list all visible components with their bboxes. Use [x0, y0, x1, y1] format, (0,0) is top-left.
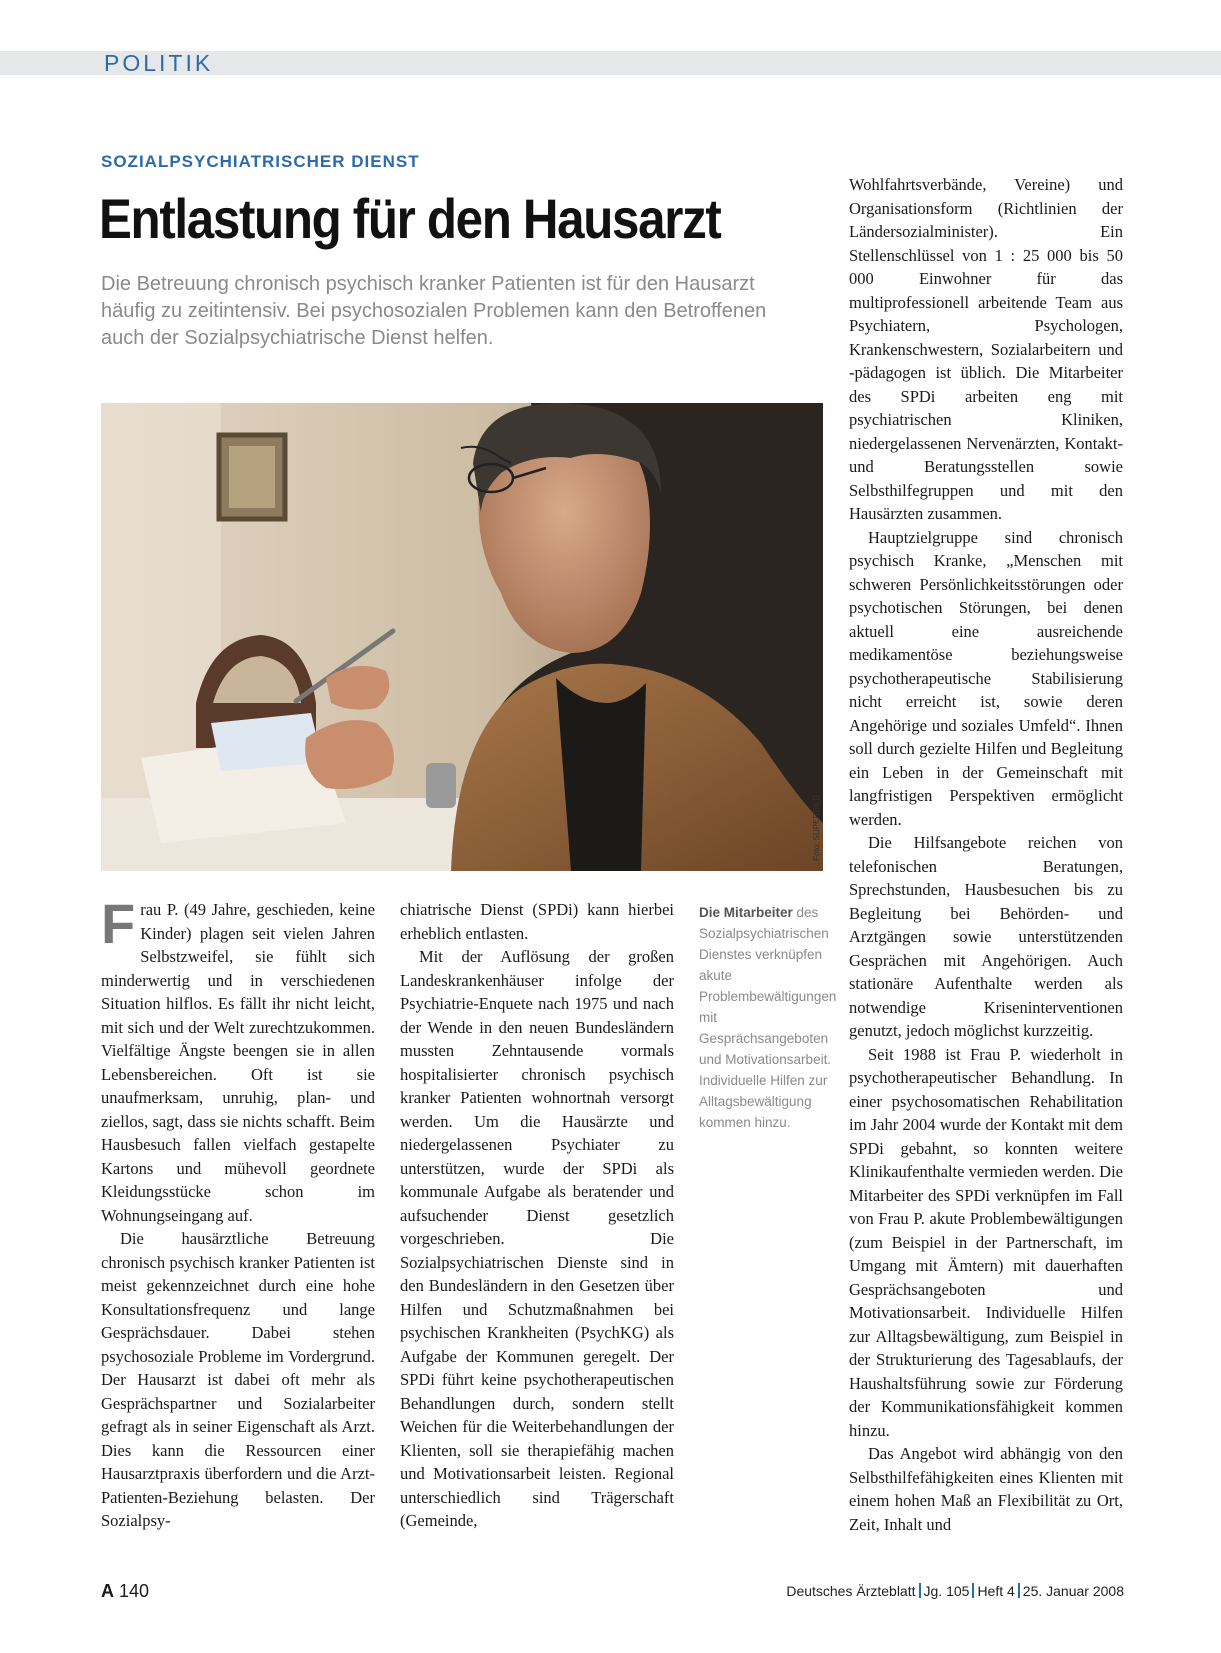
journal-name: Deutsches Ärzteblatt	[786, 1583, 916, 1599]
paragraph: Das Angebot wird abhängig von den Selbsthilfefähigkeiten eines Klienten mit einem hohen Maß an Flexibilität zu Ort, Zeit, Inhalt und	[849, 1444, 1123, 1534]
page-number-value: 140	[119, 1581, 150, 1601]
paragraph-text: rau P. (49 Jahre, geschieden, keine Kinder) plagen seit vielen Jahren Selbstzweifel, sie fühlt sich minderwertig und in verschiedenen Situation hilflos. Es fällt ihr nicht leicht, mit sich und der Welt zurechtzukommen. Vielfältige Ängste beengen sie in allen Lebensbereichen. Oft ist sie unaufmerksam, unruhig, plan- und ziellos, sagt, dass sie nichts schafft. Beim Hausbesuch fallen vielfach gestapelte Kartons und mühevoll geordnete Kleidungsstücke schon im Wohnungseingang auf.	[101, 900, 375, 1225]
article-lead: Die Betreuung chronisch psychisch kranker Patienten ist für den Hausarzt häufig zu zeitintensiv. Bei psychosozialen Problemen kann den Betroffenen auch der Sozialpsychiatrische Dienst helfen.	[101, 273, 767, 349]
paragraph: Die Hilfsangebote reichen von telefonischen Beratungen, Sprechstunden, Hausbesuchen bis zu Begleitung bei Behörden- und Arztgängen sowie unterstützenden Gesprächen mit Angehörigen. Auch stationäre Aufenthalte werden als notwendige Kriseninterventionen genutzt, jedoch möglichst kurzzeitig.	[849, 833, 1123, 1040]
drop-cap: F	[101, 892, 136, 955]
paragraph: Seit 1988 ist Frau P. wiederholt in psychotherapeutischer Behandlung. In einer psychosomatischen Rehabilitation im Jahr 2004 wurde der Kontakt mit dem SPDi gebahnt, so konnten weitere Klinikaufenthalte vermieden werden. Die Mitarbeiter des SPDi verknüpfen im Fall von Frau P. akute Problembewältigungen (zum Beispiel in der Partnerschaft, im Umgang mit Ämtern) mit dauerhaften Gesprächsangeboten und Motivationsarbeit. Individuelle Hilfen zur Alltagsbewältigung, zum Beispiel in der Strukturierung des Tagesablaufs, der Haushaltsführung sowie zur Förderung der Kommunikationsfähigkeit kommen hinzu.	[849, 1044, 1123, 1440]
article-photo	[101, 403, 823, 871]
article-column-3	[849, 173, 1123, 1536]
journal-date: 25. Januar 2008	[1022, 1583, 1124, 1599]
paragraph: Wohlfahrtsverbände, Vereine) und Organisationsform (Richtlinien der Ländersozialminister). Ein Stellenschlüssel von 1 : 25 000 bis 50 000 Einwohner für das multiprofessionell arbeitende Team aus Psychiatern, Psychologen, Krankenschwestern, Sozialarbeitern und -pädagogen ist üblich. Die Mitarbeiter des SPDi arbeiten eng mit psychiatrischen Kliniken, niedergelassenen Nervenärzten, Kontakt- und Beratungsstellen sowie Selbsthilfegruppen und mit den Hausärzten zusammen.	[849, 175, 1123, 523]
caption-text: des Sozialpsychiatrischen Dienstes verknüpfen akute Problembewältigungen mit Gesprächsangeboten und Motivationsarbeit. Individuelle Hilfen zur Alltagsbewältigung kommen hinzu.	[699, 905, 837, 1130]
caption-bold: Die Mitarbeiter	[699, 905, 793, 920]
paragraph: Die hausärztliche Betreuung chronisch psychisch kranker Patienten ist meist gekennzeichnet durch eine hohe Konsultationsfrequenz und lange Gesprächsdauer. Dabei stehen psychosoziale Probleme im Vordergrund. Der Hausarzt ist dabei oft mehr als Gesprächspartner und Sozialarbeiter gefragt als in seiner Eigenschaft als Arzt. Dies kann die Ressourcen einer Hausarztpraxis überfordern und die Arzt-Patienten-Beziehung belasten. Der Sozialpsy-	[101, 1229, 375, 1530]
section-label: POLITIK	[104, 50, 214, 76]
photo-illustration	[101, 403, 823, 871]
page-number	[101, 1581, 149, 1602]
paragraph: Hauptzielgruppe sind chronisch psychisch Kranke, „Menschen mit schweren Persönlichkeitsstörungen oder psychotischen Störungen, bei denen aktuell eine ausreichende medikamentöse beziehungsweise psychotherapeutische Stabilisierung nicht erreicht ist, sowie deren Angehörige und soziales Umfeld“. Ihnen soll durch gezielte Hilfen und Begleitung ein Leben in der Gemeinschaft mit langfristigen Perspektiven ermöglicht werden.	[849, 527, 1123, 829]
photo-credit: Foto: SUPERBILD	[812, 795, 821, 861]
article-column-2	[400, 898, 674, 1533]
separator	[919, 1583, 921, 1598]
paragraph: Mit der Auflösung der großen Landeskrankenhäuser infolge der Psychiatrie-Enquete nach 1975 und nach der Wende in den neuen Bundesländern mussten Zehntausende vormals hospitalisierter chronisch psychisch kranker Patienten wohnortnah versorgt werden. Um die Hausärzte und niedergelassenen Psychiater zu unterstützen, wurde der SPDi als kommunale Aufgabe als beratender und aufsuchender Dienst gesetzlich vorgeschrieben. Die Sozialpsychiatrischen Dienste sind in den Bundesländern in den Gesetzen über Hilfen und Schutzmaßnahmen bei psychischen Krankheiten (PsychKG) als Aufgabe der Kommunen geregelt. Der SPDi führt keine psychotherapeutischen Behandlungen durch, sondern stellt Weichen für die Weiterbehandlungen der Klienten, soll sie therapiefähig machen und Motivationsarbeit leisten. Regional unterschiedlich sind Trägerschaft (Gemeinde,	[400, 947, 674, 1530]
article-kicker: SOZIALPSYCHIATRISCHER DIENST	[101, 152, 420, 171]
photo-caption	[699, 902, 837, 1133]
paragraph	[101, 892, 375, 1227]
page-prefix: A	[101, 1581, 114, 1601]
article-title: Entlastung für den Hausarzt	[99, 187, 721, 250]
paragraph: chiatrische Dienst (SPDi) kann hierbei erheblich entlasten.	[400, 900, 674, 943]
separator	[1018, 1583, 1020, 1598]
article-column-1	[101, 892, 375, 1533]
journal-volume: Jg. 105	[923, 1583, 970, 1599]
journal-info	[786, 1583, 1124, 1599]
separator	[972, 1583, 974, 1598]
journal-issue: Heft 4	[977, 1583, 1015, 1599]
